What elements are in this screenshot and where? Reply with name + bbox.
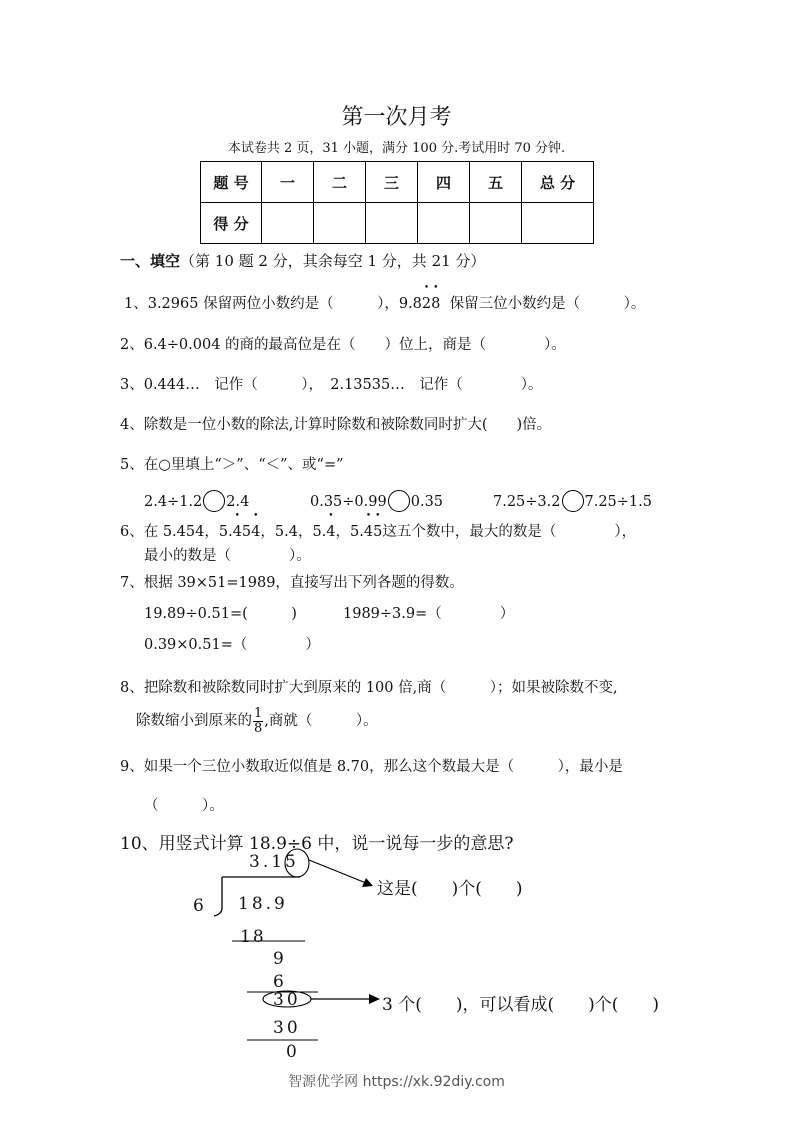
- q7-item-a: 19.89÷0.51=( ): [144, 606, 297, 622]
- q5-right-expr: 2.4: [226, 494, 250, 510]
- section-note: （第 10 题 2 分，其余每空 1 分，共 21 分）: [180, 252, 486, 270]
- arrow-line: [309, 860, 366, 883]
- q6-text-d: 这五个数中，最大的数是（ ），: [382, 524, 637, 540]
- quotient: 3.15: [249, 852, 299, 872]
- footer-watermark: 智源优学网 https://xk.92diy.com: [288, 1074, 505, 1090]
- question-7: 7、根据 39×51=1989，直接写出下列各题的得数。: [120, 575, 464, 591]
- q6-text-c: ，5.: [335, 524, 364, 540]
- division-note-1: 这是( )个( ): [377, 879, 523, 899]
- repeating-digit: • 4: [233, 524, 242, 540]
- arrow-head-icon: [369, 994, 380, 1004]
- page-title: 第一次月考: [341, 105, 452, 130]
- question-4: 4、除数是一位小数的除法,计算时除数和被除数同时扩大( )倍。: [120, 417, 552, 433]
- q9-line-2: （ ）。: [144, 798, 224, 814]
- division-step: 18: [240, 927, 266, 947]
- q7-item-b: 1989÷3.9=（ ）: [343, 606, 515, 622]
- q6-text-a: 6、在 5.454，5.: [120, 524, 233, 540]
- division-bracket: [214, 877, 222, 916]
- q8-text-a: 除数缩小到原来的: [136, 713, 252, 730]
- q5-left-expr: 2.4÷1.2: [144, 494, 203, 510]
- header-cell: 三: [366, 162, 418, 203]
- division-step: 9: [273, 949, 284, 969]
- repeating-digit: • 4: [251, 524, 260, 540]
- section-title: 一、填空: [120, 252, 181, 270]
- header-cell: 题 号: [201, 162, 262, 203]
- header-cell: 四: [418, 162, 470, 203]
- question-9: 9、如果一个三位小数取近似值是 8.70，那么这个数最大是（ ），最小是: [120, 759, 623, 775]
- question-5: 5、在○里填上“＞”、“＜”、或“=”: [120, 457, 344, 473]
- question-3: 3、0.444… 记作（ ）， 2.13535… 记作（ ）。: [120, 377, 543, 393]
- q8-text-b: ,商就（ ）。: [264, 713, 378, 730]
- division-step: 30: [273, 990, 301, 1010]
- header-cell: 一: [262, 162, 314, 203]
- repeating-digit: • 4: [326, 524, 335, 540]
- q5-left-expr: 7.25÷3.2: [493, 494, 561, 510]
- q5-left-expr: 0.35÷0.99: [310, 494, 387, 510]
- question-10: 10、用竖式计算 18.9÷6 中，说一说每一步的意思?: [120, 834, 514, 854]
- q1-text-b: 保留三位小数约是（ ）。: [449, 296, 646, 312]
- q6-text-b: ，5.4，5.: [260, 524, 327, 540]
- header-cell: 五: [470, 162, 522, 203]
- exam-subtitle: 本试卷共 2 页，31 小题，满分 100 分.考试用时 70 分钟.: [227, 141, 566, 156]
- q5-right-expr: 7.25÷1.5: [584, 494, 652, 510]
- division-step: 30: [273, 1018, 301, 1038]
- division-remainder: 0: [286, 1042, 297, 1062]
- divisor: 6: [193, 896, 204, 916]
- q6-digit: 5: [241, 524, 252, 540]
- repeating-digit: • 8: [431, 296, 440, 312]
- q1-text-a: 1、3.2965 保留两位小数约是（ ），9.8: [124, 296, 422, 312]
- q6-line-2: 最小的数是（ ）。: [144, 548, 311, 564]
- question-2: 2、6.4÷0.004 的商的最高位是在（ ）位上，商是（ ）。: [120, 337, 566, 353]
- repeating-digit: • 2: [422, 296, 431, 312]
- q5-right-expr: 0.35: [410, 494, 444, 510]
- repeating-digit: • 5: [373, 524, 382, 540]
- question-8: 8、把除数和被除数同时扩大到原来的 100 倍,商（ ）；如果被除数不变,: [120, 680, 618, 696]
- header-cell: 二: [314, 162, 366, 203]
- row-label-cell: 得 分: [201, 203, 262, 244]
- fraction-numerator: 1: [254, 706, 263, 721]
- header-cell: 总 分: [522, 162, 594, 203]
- q7-item-c: 0.39×0.51=（ ）: [144, 637, 320, 653]
- division-note-2: 3 个( )，可以看成( )个( ): [382, 995, 660, 1015]
- division-step: 6: [273, 972, 284, 992]
- dividend: 18.9: [238, 894, 288, 914]
- fraction-denominator: 8: [254, 720, 263, 736]
- repeating-digit: • 4: [364, 524, 373, 540]
